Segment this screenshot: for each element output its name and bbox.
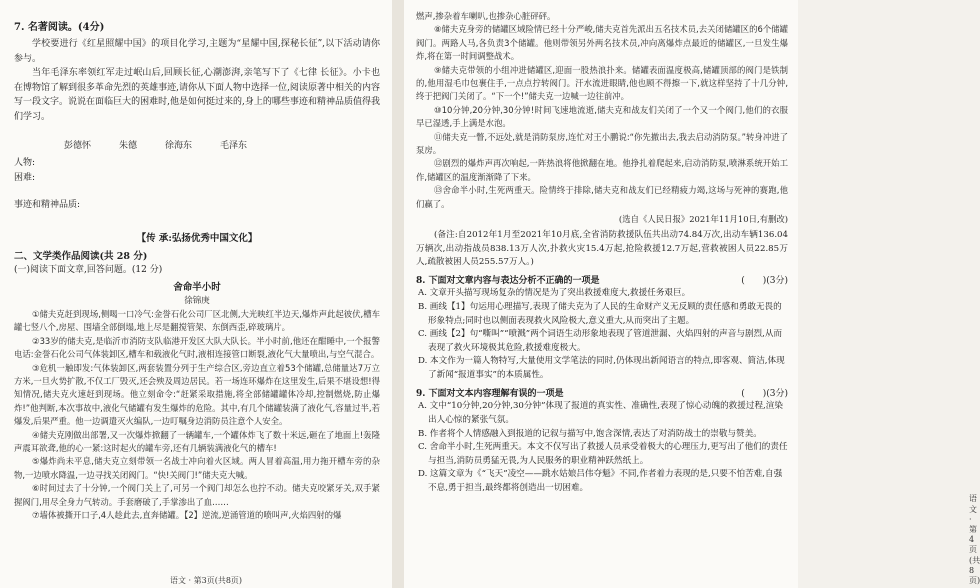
- article-paragraph: ⑫剧烈的爆炸声再次响起,一阵热浪将他掀翻在地。他挣扎着爬起来,启动消防泵,喷淋系统开始工作,储罐区的温度渐渐降了下来。: [416, 158, 788, 182]
- article-paragraph: 燃声,掺杂着车喇叭,也掺杂心脏砰砰。: [416, 11, 556, 21]
- question-9-option: B. 作者将个人情感融入到报道的记叙与描写中,饱含深情,表达了对消防战士的崇敬与赞美。: [418, 428, 762, 439]
- name-option: 彭德怀: [64, 141, 92, 151]
- article-title: 舍命半小时: [173, 282, 221, 293]
- question-8-score: ( )(3分): [741, 276, 788, 287]
- page-gutter: [392, 0, 404, 588]
- article-paragraph: ④储夫克刚做出部署,又一次爆炸掀翻了一辆罐车,一个罐体炸飞了数十米远,砸在了地面上!轰隆声震耳欲聋,他的心一紧:这时起火的罐车旁,还有几辆装满液化气的槽车!: [14, 429, 380, 454]
- field-difficulty: 困难:: [14, 173, 36, 183]
- article-paragraph: ⑦墙体被撕开口子,4人趁此去,直奔储罐。【2】逆流,逆涌管道的喷叫声,火焰四射的爆: [32, 510, 342, 521]
- article-paragraph: ⑩10分钟,20分钟,30分钟!时间飞速地流逝,储夫克和战友们关闭了一个又一个阀门,他们的衣服早已湿透,手上满是水泡。: [416, 104, 788, 129]
- page-right: [404, 0, 980, 588]
- article-author: 徐锦庚: [184, 296, 210, 306]
- question-8-option: C. 画线【2】句“嘶叫”“喷溅”两个词语生动形象地表现了管道泄漏、火焰四射的声音与剧烈,从而表现了救火环境极其危险,救援难度极大。: [418, 329, 783, 353]
- article-paragraph: ⑪储夫克一瞥,不远处,就是消防泵房,连忙对王小鹏说:“你先撤出去,我去启动消防泵。”转身冲进了泵房。: [416, 131, 788, 156]
- name-option: 徐海东: [165, 141, 193, 151]
- article-body: [14, 308, 380, 523]
- article-paragraph: ⑬舍命半小时,生死两重天。险情终于排除,储夫克和战友们已经精疲力竭,这场与死神的赛跑,他们赢了。: [416, 185, 788, 209]
- name-option: 朱德: [119, 141, 138, 151]
- subsection-heading: (一)阅读下面文章,回答问题。(12 分): [14, 265, 163, 275]
- article-paragraph: ③危机一触即发:气体装卸区,两套装置分列于生产综合区,旁边直立着53个储罐,总储量达7万立方米,一旦火势扩散,不仅工厂毁灭,还会殃及周边居民。若一场连环爆炸在这里发生,后果不堪设想!得知情况,储夫克火速赶到现场。他立刻命令:“赶紧采取措施,将全部储罐罐体冷却,控制燃烧,防止爆炸!”他判断,本次事故中,液化气储罐有发生爆炸的危险。其中,有几个储罐装满了液化气,容量过半,若爆发,后果严重。他一边调遣灭火编队,一边叮嘱身边消防员注意个人安全。: [14, 362, 380, 427]
- section-banner: 【传 承:弘扬优秀中国文化】: [136, 233, 258, 244]
- page-footer: 语文 · 第3页(共8页): [170, 576, 243, 585]
- question-8-stem: [416, 273, 788, 286]
- question-9-option: C. 舍命半小时,生死两重天。本文不仅写出了救援人员承受着极大的心理压力,更写出了他们的责任与担当,消防员勇猛无畏,为人民服务的职业精神跃然纸上。: [418, 442, 788, 466]
- article-body-continued: [416, 10, 788, 211]
- name-option: 毛泽东: [220, 141, 248, 151]
- article-paragraph: ①储夫克赶到现场,侧喝一口冷气:金誉石化公司厂区北侧,大光映红半边天,爆炸声此起彼伏,槽车罐七竖八个,房屋、围墙全部倒塌,地上尽是翻搅管架、东倒西歪,碎玻璃片。: [14, 309, 380, 333]
- question-8-option: D. 本文作为一篇人物特写,大量使用文学笔法的同时,仍体现出新闻语言的特点,即客观、简洁,体现了新闻“报道事实”的本质属性。: [418, 356, 785, 380]
- field-person: 人物:: [14, 158, 36, 168]
- field-spirit: 事迹和精神品质:: [14, 200, 81, 210]
- article-paragraph: ②33岁的储夫克,是临沂市消防支队临港开发区大队大队长。半小时前,他还在酣睡中,一个报警电话:金誉石化公司气体装卸区,槽车和载液化气时,液相连接管口断裂,液化气大量喷出,与空气混合。: [14, 335, 380, 360]
- question-7-heading: 7. 名著阅读。(4分): [14, 22, 105, 33]
- question-7-intro: 学校要进行《红星照耀中国》的项目化学习,主题为“星耀中国,探秘长征”,以下活动请你参与。: [14, 39, 380, 64]
- question-9-text: 9. 下面对文本内容理解有误的一项是: [416, 389, 564, 400]
- name-options: [64, 138, 380, 151]
- question-8-option: A. 文章开头描写现场复杂的情况是为了突出救援难度大,救援任务艰巨。: [418, 288, 691, 299]
- article-paragraph: ⑤爆炸尚未平息,储夫克立刻带领一名战士冲向着火区域。两人冒着高温,用力拖开槽车旁的杂物,一边喷水降温,一边寻找关闭阀门。“快!关阀门!”储夫克大喊。: [14, 456, 380, 480]
- article-paragraph: ⑧储夫克身旁的储罐区域险情已经十分严峻,储夫克首先派出五名技术员,去关闭储罐区的6个储罐阀门。两路人马,各负责3个储罐。他则带领另外两名技术员,冲向离爆炸点最近的储罐区,一旦发生爆炸,将在第一时间调整战术。: [416, 24, 788, 62]
- article-note: (备注:自2012年1月至2021年10月底,全省消防救援队伍共出动74.84万次,出动车辆136.04万辆次,出动指战员838.13万人次,扑救火灾15.4万起,抢险救援12.7万起,营救被困人员22.85万人,疏散被困人员255.57万人。): [416, 230, 788, 267]
- question-9-stem: [416, 386, 788, 399]
- article-paragraph: ⑥时间过去了十分钟,一个阀门关上了,可另一个阀门却怎么也拧不动。储夫克咬紧牙关,双手紧握阀门,用尽全身力气转动。手套磨破了,手掌渗出了血……: [14, 483, 380, 507]
- article-paragraph: ⑨储夫克带领的小组冲进储罐区,迎面一股热浪扑来。储罐表面温度极高,储罐顶部的阀门是铁制的,他用湿毛巾包裹住手,一点点拧转阀门。汗水流进眼睛,他也顾不得擦一下,就这样坚持了十几分钟,终于把阀门关闭了。“下一个!”储夫克一边喊一边往前冲。: [416, 64, 788, 102]
- question-8-option: B. 画线【1】句运用心理描写,表现了储夫克为了人民的生命财产义无反顾的责任感和勇敢无畏的形象特点;同时也以侧面表现救火风险极大,意义重大,从而突出了主题。: [418, 301, 782, 326]
- question-7-task: 当年毛泽东率领红军走过岷山后,回顾长征,心潮澎湃,亲笔写下了《七律 长征》。小卡也在博物馆了解到很多革命先烈的英雄事迹,请你从下面人物中选择一位,阅读原著中相关的内容写一段文字。说说在面临巨大的困难时,他是如何挺过来的,身上的哪些事迹和精神品质值得我们学习。: [14, 68, 380, 122]
- question-9-option: A. 文中“10分钟,20分钟,30分钟”体现了报道的真实性、准确性,表现了惊心动魄的救援过程,渲染出人心惊的紧张气氛。: [418, 401, 783, 426]
- section-heading: 二、文学类作品阅读(共 28 分): [14, 251, 148, 262]
- article-source: (选自《人民日报》2021年11月10日,有删改): [618, 214, 788, 225]
- question-9-option: D. 这篇文章为《“飞天”凌空——跳水姑娘吕伟夺魁》不同,作者着力表现的是,只要不怕苦难,自强不息,勇于担当,最终都将创造出一切困难。: [418, 469, 783, 494]
- page-left: [0, 0, 392, 588]
- question-9-score: ( )(3分): [741, 389, 788, 400]
- page-footer: 语文 · 第4页(共8页): [969, 494, 980, 585]
- question-8-text: 8. 下面对文章内容与表达分析不正确的一项是: [416, 276, 600, 287]
